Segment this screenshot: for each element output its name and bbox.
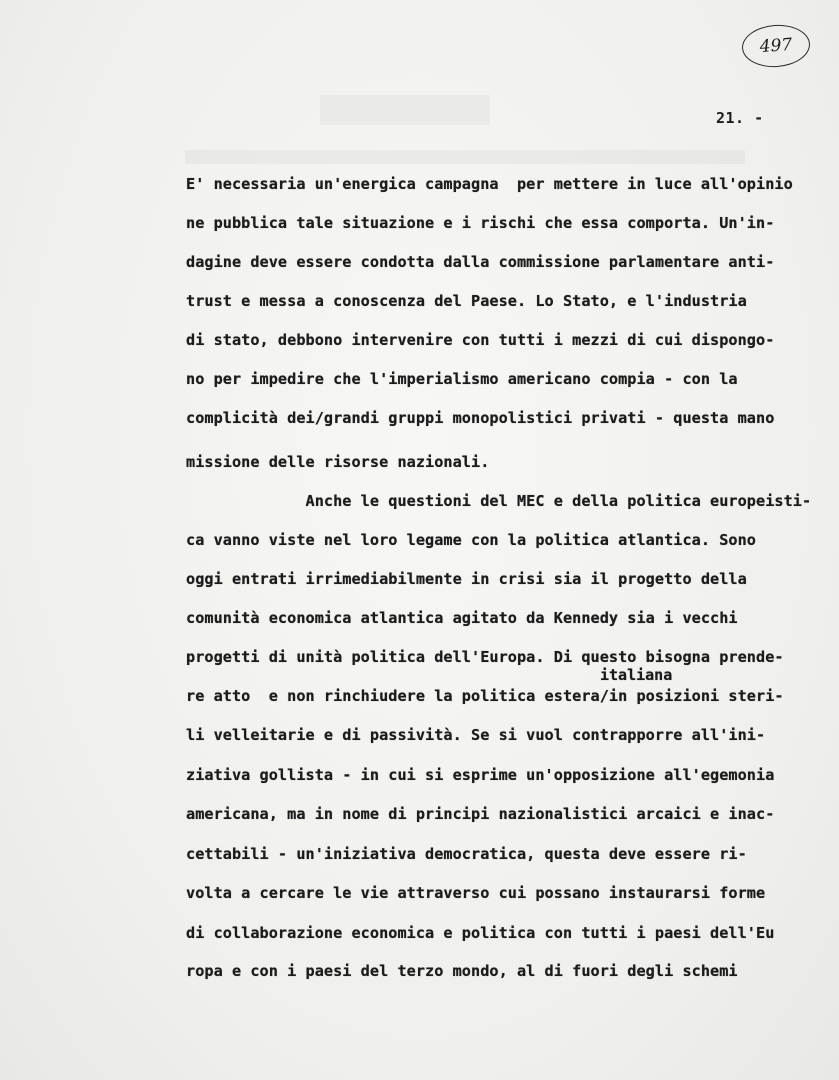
text-line: ziativa gollista - in cui si esprime un'opposizione all'egemonia [186, 766, 775, 784]
text-line: di collaborazione economica e politica con tutti i paesi dell'Eu [186, 924, 775, 942]
text-line: re atto e non rinchiudere la politica estera/in posizioni steri- [186, 687, 784, 705]
text-line: ne pubblica tale situazione e i rischi che essa comporta. Un'in- [186, 214, 775, 232]
text-line: cettabili - un'iniziativa democratica, questa deve essere ri- [186, 845, 747, 863]
text-line: Anche le questioni del MEC e della politica europeisti- [186, 492, 812, 510]
text-line: comunità economica atlantica agitato da Kennedy sia i vecchi [186, 609, 738, 627]
text-line: oggi entrati irrimediabilmente in crisi sia il progetto della [186, 570, 747, 588]
text-line: complicità dei/grandi gruppi monopolistici privati - questa mano [186, 409, 775, 427]
text-line: li velleitarie e di passività. Se si vuol contrapporre all'ini- [186, 726, 766, 744]
text-line: ropa e con i paesi del terzo mondo, al di fuori degli schemi [186, 962, 738, 980]
archive-number: 497 [759, 34, 793, 58]
text-line: progetti di unità politica dell'Europa. Di questo bisogna prende- [186, 648, 784, 666]
handwritten-insert: italiana [600, 666, 673, 684]
text-line: volta a cercare le vie attraverso cui possano instaurarsi forme [186, 884, 766, 902]
text-line: di stato, debbono intervenire con tutti i mezzi di cui dispongo- [186, 331, 775, 349]
text-line: americana, ma in nome di principi nazionalistici arcaici e inac- [186, 805, 775, 823]
page-number: 21. - [716, 109, 764, 127]
text-line: dagine deve essere condotta dalla commissione parlamentare anti- [186, 253, 775, 271]
text-line: E' necessaria un'energica campagna per mettere in luce all'opinio [186, 175, 793, 193]
text-line: no per impedire che l'imperialismo americano compia - con la [186, 370, 738, 388]
text-line: missione delle risorse nazionali. [186, 453, 490, 471]
text-line: trust e messa a conoscenza del Paese. Lo Stato, e l'industria [186, 292, 747, 310]
text-line: ca vanno viste nel loro legame con la politica atlantica. Sono [186, 531, 757, 549]
